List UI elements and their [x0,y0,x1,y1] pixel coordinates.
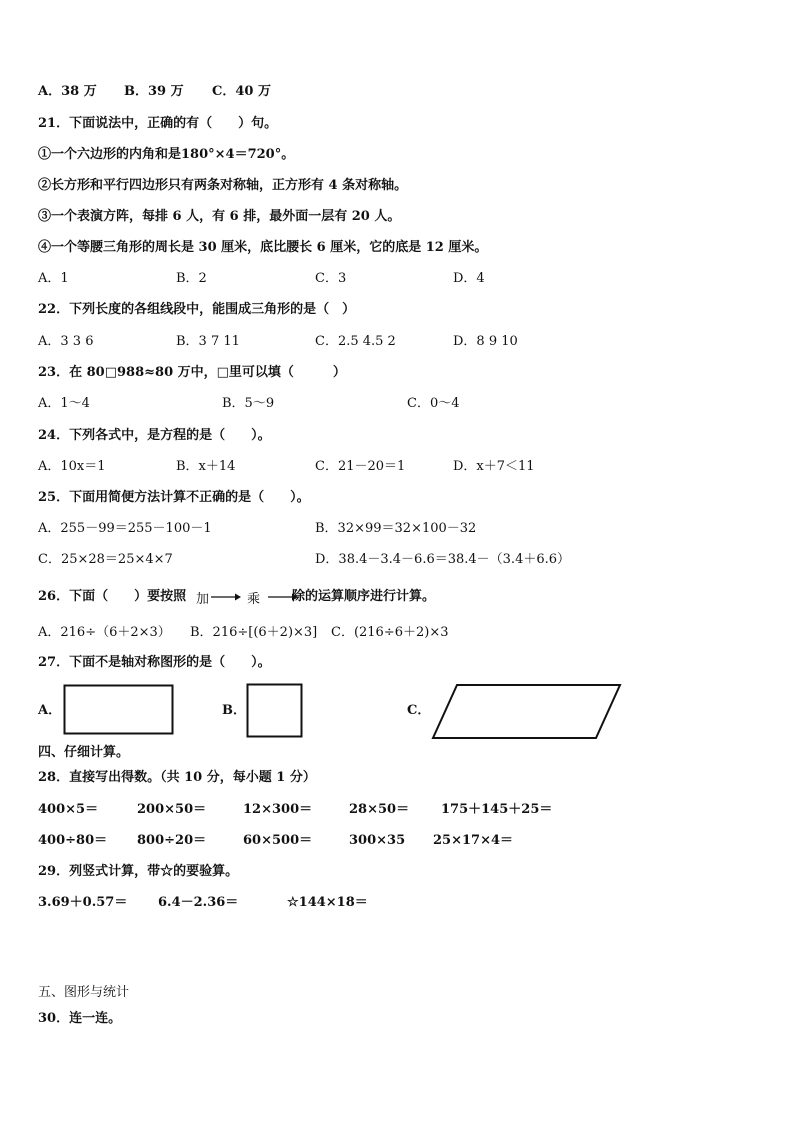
q30-stem: 30．连一连。 [38,1011,122,1026]
q28-item: 60×500＝ [243,833,313,848]
q29-item: 6.4－2.36＝ [158,895,239,910]
q26-stem-after: 除的运算顺序进行计算。 [292,589,436,604]
section-4-title: 四、仔细计算。 [38,745,130,760]
q25-option-c: C．25×28＝25×4×7 [38,552,173,567]
q23-stem: 23．在 80□988≈80 万中，□里可以填（ ） [38,365,346,380]
q26-option-c: C．(216÷6＋2)×3 [331,625,449,640]
q27-stem: 27．下面不是轴对称图形的是（ ）。 [38,655,271,670]
q21-stem: 21．下面说法中，正确的有（ ）句。 [38,116,278,131]
q21-option-d: D．4 [453,271,485,286]
q29-stem: 29．列竖式计算，带☆的要验算。 [38,864,239,879]
q21-statement-1: ①一个六边形的内角和是180°×4＝720°。 [38,147,295,162]
q24-option-a: A．10x＝1 [38,459,106,474]
q21-option-b: B．2 [176,271,207,286]
q24-option-c: C．21－20＝1 [315,459,406,474]
q22-option-d: D．8 9 10 [453,334,518,349]
q21-statement-3: ③一个表演方阵，每排 6 人，有 6 排，最外面一层有 20 人。 [38,209,401,224]
q22-option-a: A．3 3 6 [38,334,94,349]
q20-option-c: C．40 万 [212,84,271,99]
q28-item: 175＋145＋25＝ [441,802,553,817]
q27-rectangle-shape [63,684,175,736]
q21-option-c: C．3 [315,271,347,286]
q24-option-b: B．x＋14 [176,459,236,474]
q20-option-b: B．39 万 [124,84,184,99]
q28-item: 25×17×4＝ [433,833,514,848]
q20-option-a: A．38 万 [38,84,97,99]
q26-option-a: A．216÷（6＋2×3） [38,625,171,640]
q26-operation-flow [196,587,298,607]
q26-stem-before: 26．下面（ ）要按照 [38,589,187,604]
q27-option-a: A． [38,703,62,718]
arrow-right-icon [211,592,241,602]
q28-item: 200×50＝ [137,802,207,817]
q27-square-shape [246,683,304,738]
q24-option-d: D．x＋7＜11 [453,459,535,474]
q27-option-b: B． [222,703,246,718]
q28-item: 800÷20＝ [137,833,207,848]
q27-parallelogram-shape [431,683,623,741]
q25-option-a: A．255－99＝255－100－1 [38,521,212,536]
q25-option-d: D．38.4－3.4－6.6＝38.4－（3.4＋6.6） [315,552,571,567]
q25-option-b: B．32×99＝32×100－32 [315,521,477,536]
q28-item: 28×50＝ [349,802,410,817]
q29-item: 3.69＋0.57＝ [38,895,128,910]
q23-option-b: B．5～9 [222,396,275,411]
q28-item: 300×35 [349,833,406,848]
q29-item: ☆144×18＝ [287,895,368,910]
q26-flow-mul: 乘 [247,591,261,607]
q28-stem: 28．直接写出得数。（共 10 分，每小题 1 分） [38,770,316,785]
q26-option-b: B．216÷[(6＋2)×3] [190,625,318,640]
q21-statement-2: ②长方形和平行四边形只有两条对称轴，正方形有 4 条对称轴。 [38,178,408,193]
q28-item: 400÷80＝ [38,833,108,848]
q26-flow-add: 加 [196,591,210,607]
q22-option-c: C．2.5 4.5 2 [315,334,396,349]
q23-option-a: A．1～4 [38,396,90,411]
q23-option-c: C．0～4 [407,396,460,411]
q21-statement-4: ④一个等腰三角形的周长是 30 厘米，底比腰长 6 厘米，它的底是 12 厘米。 [38,240,488,255]
section-5-title: 五、图形与统计 [38,985,130,1000]
q28-item: 400×5＝ [38,802,99,817]
q21-option-a: A．1 [38,271,69,286]
q22-option-b: B．3 7 11 [176,334,240,349]
q28-item: 12×300＝ [243,802,313,817]
q24-stem: 24．下列各式中，是方程的是（ ）。 [38,428,271,443]
q27-option-c: C． [407,703,431,718]
q25-stem: 25．下面用简便方法计算不正确的是（ ）。 [38,490,310,505]
q22-stem: 22．下列长度的各组线段中，能围成三角形的是（ ） [38,302,356,317]
